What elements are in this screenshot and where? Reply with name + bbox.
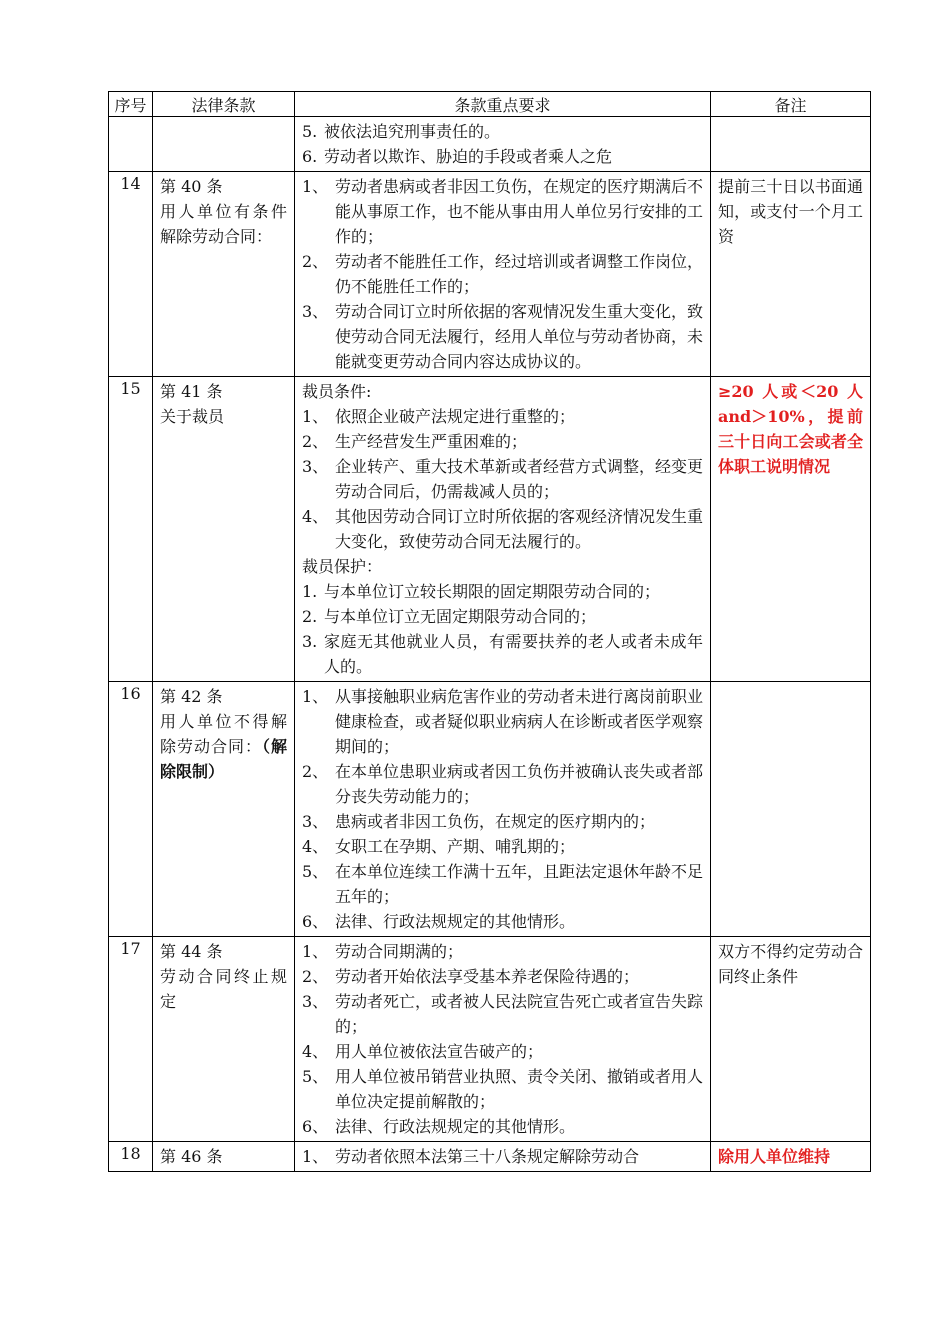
clause-description-text: 劳动合同终止规定 [160, 967, 287, 1011]
list-item-text: 在本单位患职业病或者因工负伤并被确认丧失或者部分丧失劳动能力的； [335, 762, 704, 806]
list-item [302, 809, 703, 834]
requirements-cell [295, 937, 711, 1142]
clause-cell [153, 682, 295, 937]
list-item-text: 用人单位被依法宣告破产的； [335, 1042, 544, 1061]
table-row [109, 1142, 871, 1172]
row-number: 15 [109, 377, 153, 682]
clause-description-text: 用人单位有条件解除劳动合同： [160, 202, 287, 246]
labor-law-table [108, 91, 871, 1172]
row-number: 16 [109, 682, 153, 937]
clause-description [160, 199, 287, 249]
clause-number: 第 46 条 [160, 1147, 223, 1166]
row-number: 14 [109, 172, 153, 377]
list-item [302, 144, 703, 169]
list-item [302, 504, 703, 554]
header-number: 序号 [109, 92, 153, 117]
list-item-text: 从事接触职业病危害作业的劳动者未进行离岗前职业健康检查，或者疑似职业病病人在诊断或者医学观察期间的； [335, 687, 704, 756]
list-item [302, 1114, 703, 1139]
clause-cell [153, 117, 295, 172]
list-item-text: 劳动者依照本法第三十八条规定解除劳动合 [335, 1147, 640, 1166]
table-row [109, 172, 871, 377]
remark-cell [711, 682, 871, 937]
requirements-cell [295, 117, 711, 172]
header-clause: 法律条款 [153, 92, 295, 117]
requirements-cell [295, 377, 711, 682]
remark-cell [711, 117, 871, 172]
list-item-marker: 1、 [302, 177, 329, 196]
list-item-text: 患病或者非因工负伤，在规定的医疗期内的； [335, 812, 656, 831]
list-item [302, 119, 703, 144]
list-item [302, 249, 703, 299]
list-item [302, 1039, 703, 1064]
list-item [302, 684, 703, 759]
list-item [302, 604, 703, 629]
list-item-marker: 4、 [302, 837, 329, 856]
clause-description [160, 709, 287, 784]
list-item-text: 与本单位订立无固定期限劳动合同的； [324, 607, 597, 626]
clause-number: 第 41 条 [160, 382, 223, 401]
list-item-text: 生产经营发生严重困难的； [335, 432, 528, 451]
list-item [302, 629, 703, 679]
section-heading: 裁员保护： [302, 557, 383, 576]
list-item-marker: 6. [302, 147, 318, 166]
list-item [302, 454, 703, 504]
list-item [302, 859, 703, 909]
list-item [302, 939, 703, 964]
list-item [302, 579, 703, 604]
list-item-marker: 4、 [302, 507, 329, 526]
list-item [302, 429, 703, 454]
list-item-text: 劳动者不能胜任工作，经过培训或者调整工作岗位，仍不能胜任工作的； [335, 252, 704, 296]
list-item [302, 1144, 703, 1169]
requirements-cell [295, 682, 711, 937]
clause-bold-note: （解除限制） [160, 737, 287, 781]
list-item-marker: 3、 [302, 302, 329, 321]
clause-description-text: 关于裁员 [160, 407, 225, 426]
list-item-text: 在本单位连续工作满十五年，且距法定退休年龄不足五年的； [335, 862, 704, 906]
clause-cell [153, 377, 295, 682]
list-item [302, 964, 703, 989]
list-item [302, 759, 703, 809]
table-row [109, 682, 871, 937]
list-item-text: 女职工在孕期、产期、哺乳期的； [335, 837, 576, 856]
list-item-text: 法律、行政法规规定的其他情形。 [335, 912, 576, 931]
remark-cell: ≥20 人或＜20 人 and＞10%，提前三十日向工会或者全体职工说明情况 [711, 377, 871, 682]
list-item-marker: 2、 [302, 252, 329, 271]
list-item-marker: 3、 [302, 812, 329, 831]
list-item-marker: 4、 [302, 1042, 329, 1061]
list-item-marker: 5、 [302, 862, 329, 881]
list-item-text: 劳动者患病或者非因工负伤，在规定的医疗期满后不能从事原工作，也不能从事由用人单位另行安排的工作的； [335, 177, 704, 246]
list-item-marker: 3、 [302, 992, 329, 1011]
list-item-marker: 1. [302, 582, 318, 601]
table-row [109, 117, 871, 172]
list-item [302, 174, 703, 249]
list-item-text: 家庭无其他就业人员，有需要扶养的老人或者未成年人的。 [324, 632, 703, 676]
list-item [302, 909, 703, 934]
list-item [302, 404, 703, 429]
list-item-marker: 1、 [302, 407, 329, 426]
list-item-marker: 2、 [302, 762, 329, 781]
list-item-text: 依照企业破产法规定进行重整的； [335, 407, 576, 426]
list-item-text: 法律、行政法规规定的其他情形。 [335, 1117, 576, 1136]
remark-cell: 除用人单位维持 [711, 1142, 871, 1172]
list-item-text: 被依法追究刑事责任的。 [324, 122, 501, 141]
clause-cell [153, 1142, 295, 1172]
clause-cell [153, 172, 295, 377]
header-remarks: 备注 [711, 92, 871, 117]
header-requirements: 条款重点要求 [295, 92, 711, 117]
table-header-row [109, 92, 871, 117]
row-number: 18 [109, 1142, 153, 1172]
list-item-text: 与本单位订立较长期限的固定期限劳动合同的； [324, 582, 661, 601]
list-item-text: 劳动合同期满的； [335, 942, 464, 961]
list-item-text: 劳动者开始依法享受基本养老保险待遇的； [335, 967, 640, 986]
list-item-marker: 2、 [302, 967, 329, 986]
table-row [109, 377, 871, 682]
list-item [302, 989, 703, 1039]
clause-description [160, 404, 287, 429]
table-row [109, 937, 871, 1142]
list-item-text: 劳动者死亡，或者被人民法院宣告死亡或者宣告失踪的； [335, 992, 704, 1036]
list-item [302, 299, 703, 374]
list-item-marker: 1、 [302, 942, 329, 961]
list-item-marker: 6、 [302, 912, 329, 931]
requirements-cell [295, 1142, 711, 1172]
row-number: 17 [109, 937, 153, 1142]
clause-number: 第 42 条 [160, 687, 223, 706]
list-item [302, 1064, 703, 1114]
list-item-text: 劳动者以欺诈、胁迫的手段或者乘人之危 [324, 147, 613, 166]
list-item-marker: 5. [302, 122, 318, 141]
list-item-marker: 3. [302, 632, 318, 651]
list-item-text: 其他因劳动合同订立时所依据的客观经济情况发生重大变化，致使劳动合同无法履行的。 [335, 507, 704, 551]
list-item-marker: 3、 [302, 457, 329, 476]
requirements-cell [295, 172, 711, 377]
clause-description [160, 964, 287, 1014]
table-body [109, 117, 871, 1172]
list-item [302, 834, 703, 859]
clause-cell [153, 937, 295, 1142]
remark-cell: 双方不得约定劳动合同终止条件 [711, 937, 871, 1142]
list-item-text: 劳动合同订立时所依据的客观情况发生重大变化，致使劳动合同无法履行，经用人单位与劳动者协商，未能就变更劳动合同内容达成协议的。 [335, 302, 704, 371]
list-item-marker: 1、 [302, 1147, 329, 1166]
list-item-marker: 2、 [302, 432, 329, 451]
list-item-text: 企业转产、重大技术革新或者经营方式调整，经变更劳动合同后，仍需裁减人员的； [335, 457, 704, 501]
list-item-text: 用人单位被吊销营业执照、责令关闭、撤销或者用人单位决定提前解散的； [335, 1067, 704, 1111]
clause-number: 第 40 条 [160, 177, 223, 196]
list-item-marker: 6、 [302, 1117, 329, 1136]
row-number [109, 117, 153, 172]
remark-cell: 提前三十日以书面通知，或支付一个月工资 [711, 172, 871, 377]
clause-description-text: 用人单位不得解除劳动合同： [160, 712, 287, 756]
section-heading: 裁员条件: [302, 382, 372, 401]
list-item-marker: 1、 [302, 687, 329, 706]
list-item-marker: 5、 [302, 1067, 329, 1086]
clause-number: 第 44 条 [160, 942, 223, 961]
list-item-marker: 2. [302, 607, 318, 626]
